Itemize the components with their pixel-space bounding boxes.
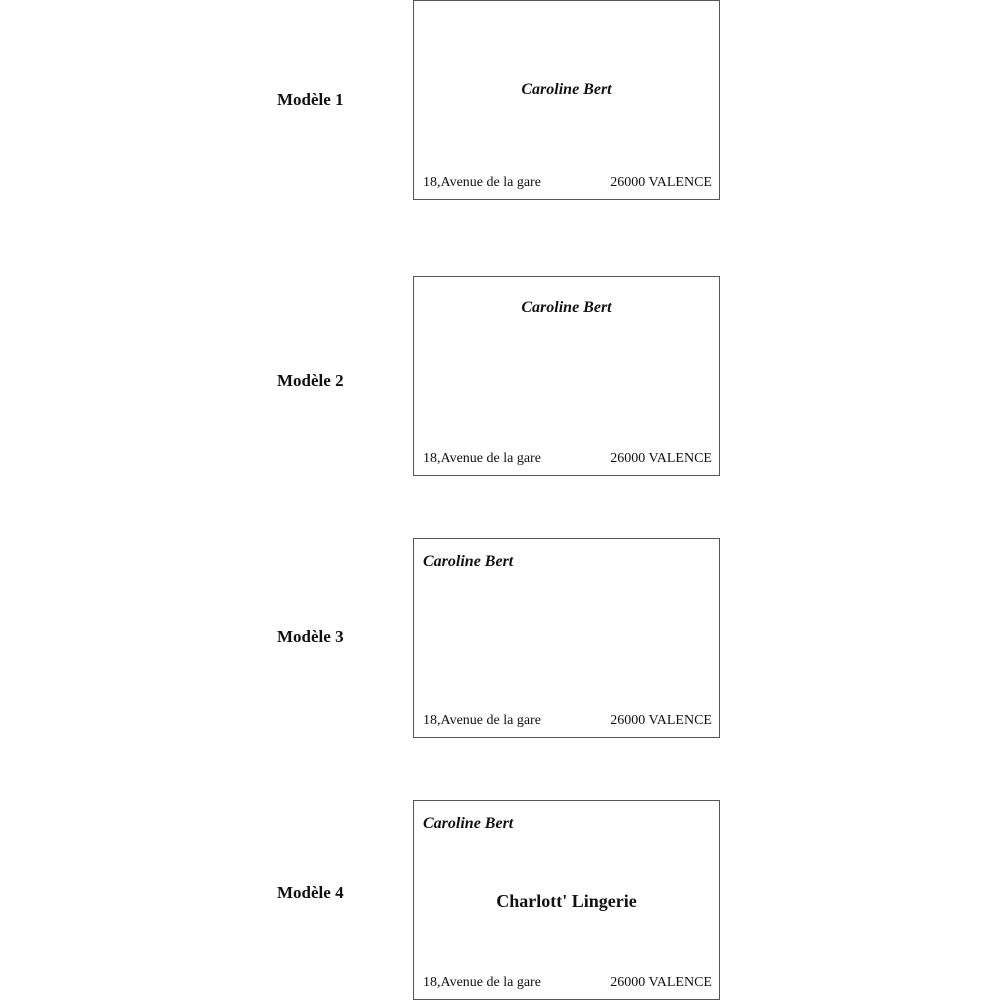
model-2-city: 26000 VALENCE [610,451,712,466]
model-1-city: 26000 VALENCE [610,175,712,190]
model-3-city: 26000 VALENCE [610,713,712,728]
model-1-card [413,0,720,200]
model-4-card [413,800,720,1000]
model-3-label: Modèle 3 [277,627,344,646]
model-4-shop-name: Charlott' Lingerie [496,891,637,911]
model-3-address: 18,Avenue de la gare [423,713,541,728]
model-1-address: 18,Avenue de la gare [423,175,541,190]
model-2-address: 18,Avenue de la gare [423,451,541,466]
model-4-label: Modèle 4 [277,883,344,902]
model-4-name: Caroline Bert [423,815,514,832]
model-2-card [413,276,720,476]
model-4-city: 26000 VALENCE [610,975,712,990]
model-1-name: Caroline Bert [521,81,612,98]
model-3-name: Caroline Bert [423,553,514,570]
model-3-card [413,538,720,738]
model-2-label: Modèle 2 [277,371,344,390]
model-1-label: Modèle 1 [277,90,344,109]
model-2-name: Caroline Bert [521,299,612,316]
model-4-address: 18,Avenue de la gare [423,975,541,990]
